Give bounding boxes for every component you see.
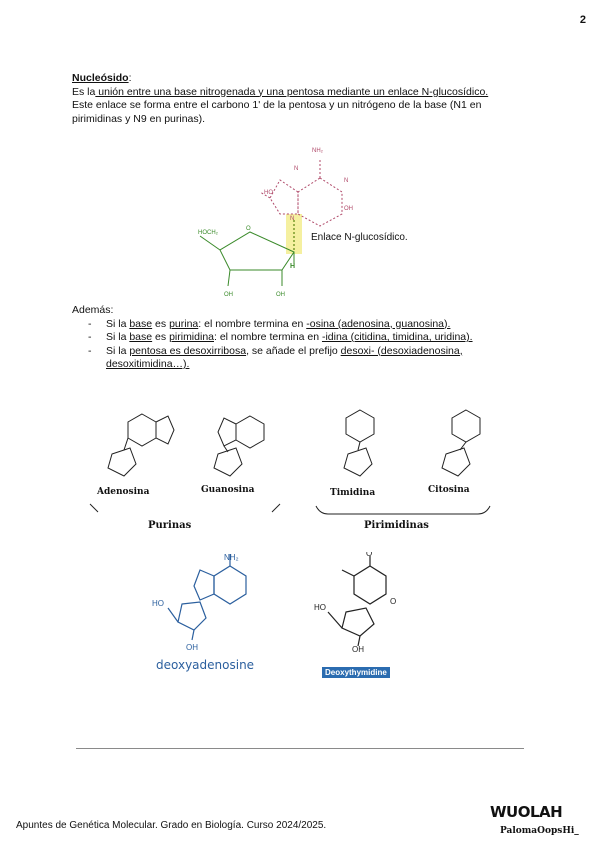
sugar-ring	[200, 232, 294, 286]
brand-username: PalomaOopsHi_	[500, 826, 579, 836]
group-label-purinas: Purinas	[148, 520, 192, 531]
deoxyadenosine-structure	[150, 552, 260, 652]
svg-text:N: N	[290, 216, 295, 222]
definition-underlined: unión entre una base nitrogenada y una pentosa mediante un enlace N-glucosídico.	[95, 85, 489, 98]
page-number: 2	[579, 14, 586, 26]
molecule-label: Guanosina	[201, 485, 255, 495]
definition-detail: Este enlace se forma entre el carbono 1' de la pentosa y un nitrógeno de la base (N1 en pirimidinas y N9 en purinas).	[72, 99, 482, 125]
footer-text: Apuntes de Genética Molecular. Grado en Biología. Curso 2024/2025.	[16, 820, 327, 831]
deoxythymidine-caption: Deoxythymidine	[322, 667, 390, 678]
svg-text:N: N	[344, 178, 349, 184]
molecule-label: Adenosina	[97, 487, 150, 497]
svg-text:HOCH₂: HOCH₂	[198, 230, 218, 236]
group-label-pirimidinas: Pirimidinas	[364, 520, 429, 531]
svg-text:HO: HO	[264, 190, 273, 196]
section-heading: Nucleósido	[72, 72, 129, 84]
svg-text:N: N	[294, 166, 299, 172]
list-item: - Si la pentosa es desoxirribosa, se añade el prefijo desoxi- (desoxiadenosina, desoxitimidina…).	[88, 345, 532, 372]
deoxythymidine-structure	[312, 552, 422, 652]
svg-text:O: O	[390, 597, 397, 606]
svg-text:OH: OH	[344, 206, 353, 212]
naming-rules-list	[88, 318, 532, 372]
svg-text:OH: OH	[186, 643, 198, 652]
molecule-label: Timidina	[330, 488, 376, 498]
ademas-intro: Además:	[72, 304, 114, 316]
svg-text:H: H	[290, 263, 296, 270]
nucleoside-definition	[72, 72, 532, 126]
definition-prefix: Es la	[72, 85, 96, 98]
bond-label: Enlace N-glucosídico.	[311, 232, 408, 243]
n-glycosidic-bond-figure	[190, 140, 390, 300]
nucleosides-structures	[90, 392, 510, 488]
molecule-label: Citosina	[428, 485, 470, 495]
list-item: - Si la base es pirimidina: el nombre termina en -idina (citidina, timidina, uridina).	[88, 331, 532, 345]
svg-text:HO: HO	[314, 603, 326, 612]
svg-text:NH₂: NH₂	[312, 148, 323, 154]
list-item: - Si la base es purina: el nombre termina en -osina (adenosina, guanosina).	[88, 318, 532, 332]
svg-text:OH: OH	[276, 292, 285, 298]
deoxyadenosine-caption: deoxyadenosine	[156, 658, 255, 672]
svg-text:NH₂: NH₂	[224, 553, 239, 562]
svg-text:OH: OH	[224, 292, 233, 298]
brand-logo: WUOLAH	[490, 803, 563, 821]
svg-text:HO: HO	[152, 599, 164, 608]
heading-colon: :	[128, 72, 132, 84]
svg-text:O: O	[246, 226, 251, 232]
footer-divider	[76, 748, 524, 749]
naming-rules	[72, 304, 532, 372]
svg-text:O: O	[366, 552, 373, 558]
svg-text:OH: OH	[352, 645, 364, 652]
